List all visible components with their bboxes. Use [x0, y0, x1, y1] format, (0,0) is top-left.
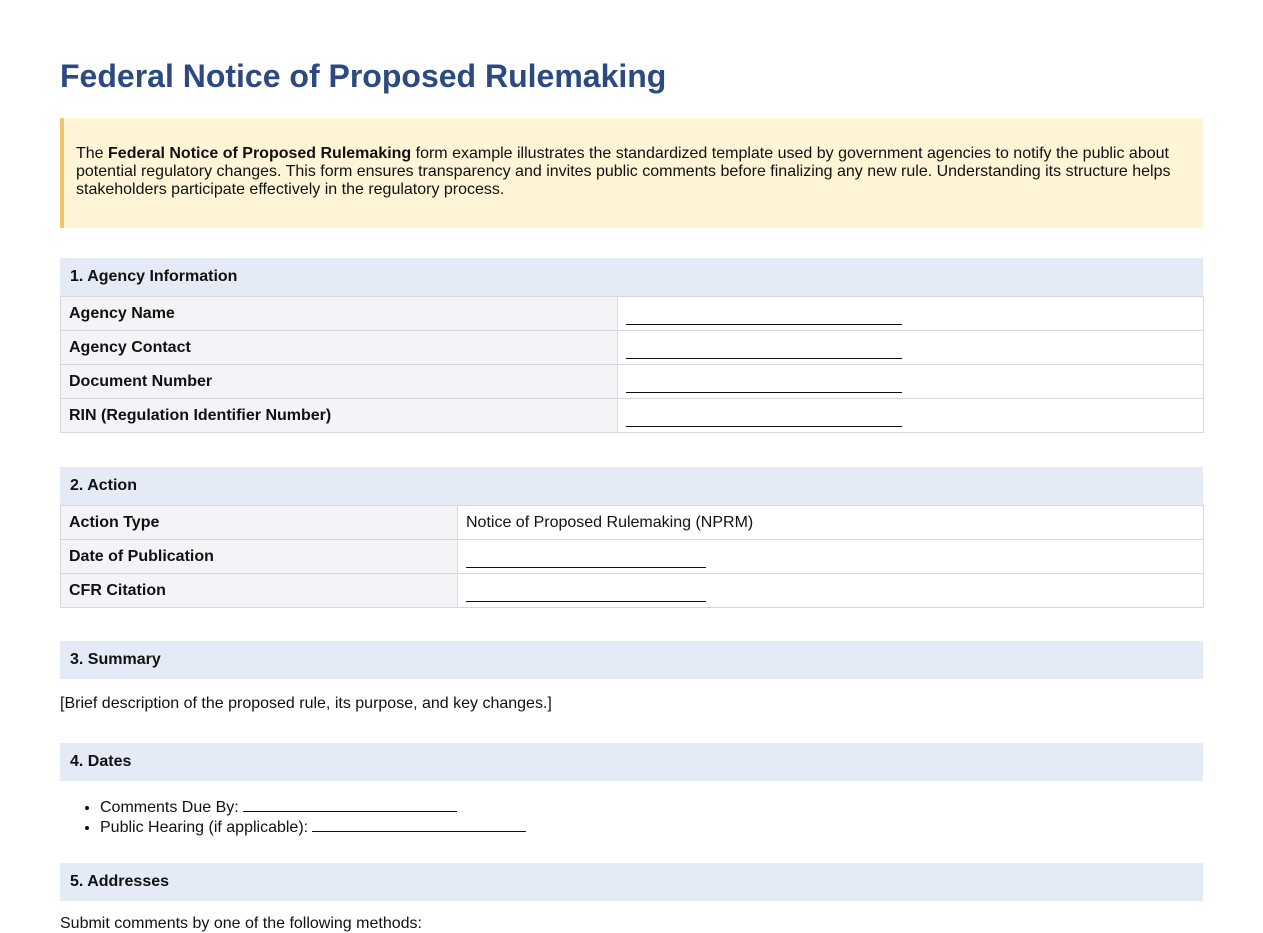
document-number-blank[interactable] [626, 376, 902, 393]
action-type-value: Notice of Proposed Rulemaking (NPRM) [458, 506, 1204, 540]
table-row [61, 506, 1204, 540]
publication-date-label: Date of Publication [61, 540, 458, 574]
table-row [61, 331, 1204, 365]
agency-contact-blank[interactable] [626, 342, 902, 359]
public-hearing-blank[interactable] [312, 817, 526, 832]
section-summary-heading: 3. Summary [60, 641, 1203, 679]
document-number-label: Document Number [61, 365, 618, 399]
agency-name-label: Agency Name [61, 297, 618, 331]
comments-due-blank[interactable] [243, 797, 457, 812]
publication-date-field[interactable] [458, 540, 1204, 574]
agency-contact-field[interactable] [618, 331, 1204, 365]
table-row [61, 365, 1204, 399]
action-type-label: Action Type [61, 506, 458, 540]
rin-blank[interactable] [626, 410, 902, 427]
action-table [60, 505, 1204, 608]
section-addresses-heading: 5. Addresses [60, 863, 1203, 901]
section-agency-heading: 1. Agency Information [60, 258, 1203, 296]
publication-date-blank[interactable] [466, 551, 706, 568]
table-row [61, 399, 1204, 433]
section-dates-heading: 4. Dates [60, 743, 1203, 781]
intro-prefix: The [76, 145, 109, 162]
table-row [61, 540, 1204, 574]
page-title: Federal Notice of Proposed Rulemaking [60, 58, 667, 94]
public-hearing-label: Public Hearing (if applicable): [100, 819, 309, 836]
agency-contact-label: Agency Contact [61, 331, 618, 365]
agency-name-blank[interactable] [626, 308, 902, 325]
list-item [100, 797, 526, 817]
agency-info-table [60, 296, 1204, 433]
comments-due-label: Comments Due By: [100, 799, 239, 816]
dates-list [60, 797, 526, 837]
agency-name-field[interactable] [618, 297, 1204, 331]
rin-field[interactable] [618, 399, 1204, 433]
cfr-citation-label: CFR Citation [61, 574, 458, 608]
summary-text: [Brief description of the proposed rule, its purpose, and key changes.] [60, 695, 552, 712]
table-row [61, 574, 1204, 608]
intro-text: form example illustrates the standardized template used by government agencies to notify the public about potential regulatory changes. This form ensures transparency and invites public comments before finalizing any new rule. Understanding its structure helps stakeholders participate effectively in the regulatory process. [76, 145, 1171, 198]
document-number-field[interactable] [618, 365, 1204, 399]
intro-callout [60, 118, 1203, 228]
section-action-heading: 2. Action [60, 467, 1203, 505]
cfr-citation-field[interactable] [458, 574, 1204, 608]
table-row [61, 297, 1204, 331]
rin-label: RIN (Regulation Identifier Number) [61, 399, 618, 433]
addresses-text: Submit comments by one of the following methods: [60, 915, 422, 932]
list-item [100, 817, 526, 837]
cfr-citation-blank[interactable] [466, 585, 706, 602]
intro-bold-title: Federal Notice of Proposed Rulemaking [108, 145, 412, 162]
